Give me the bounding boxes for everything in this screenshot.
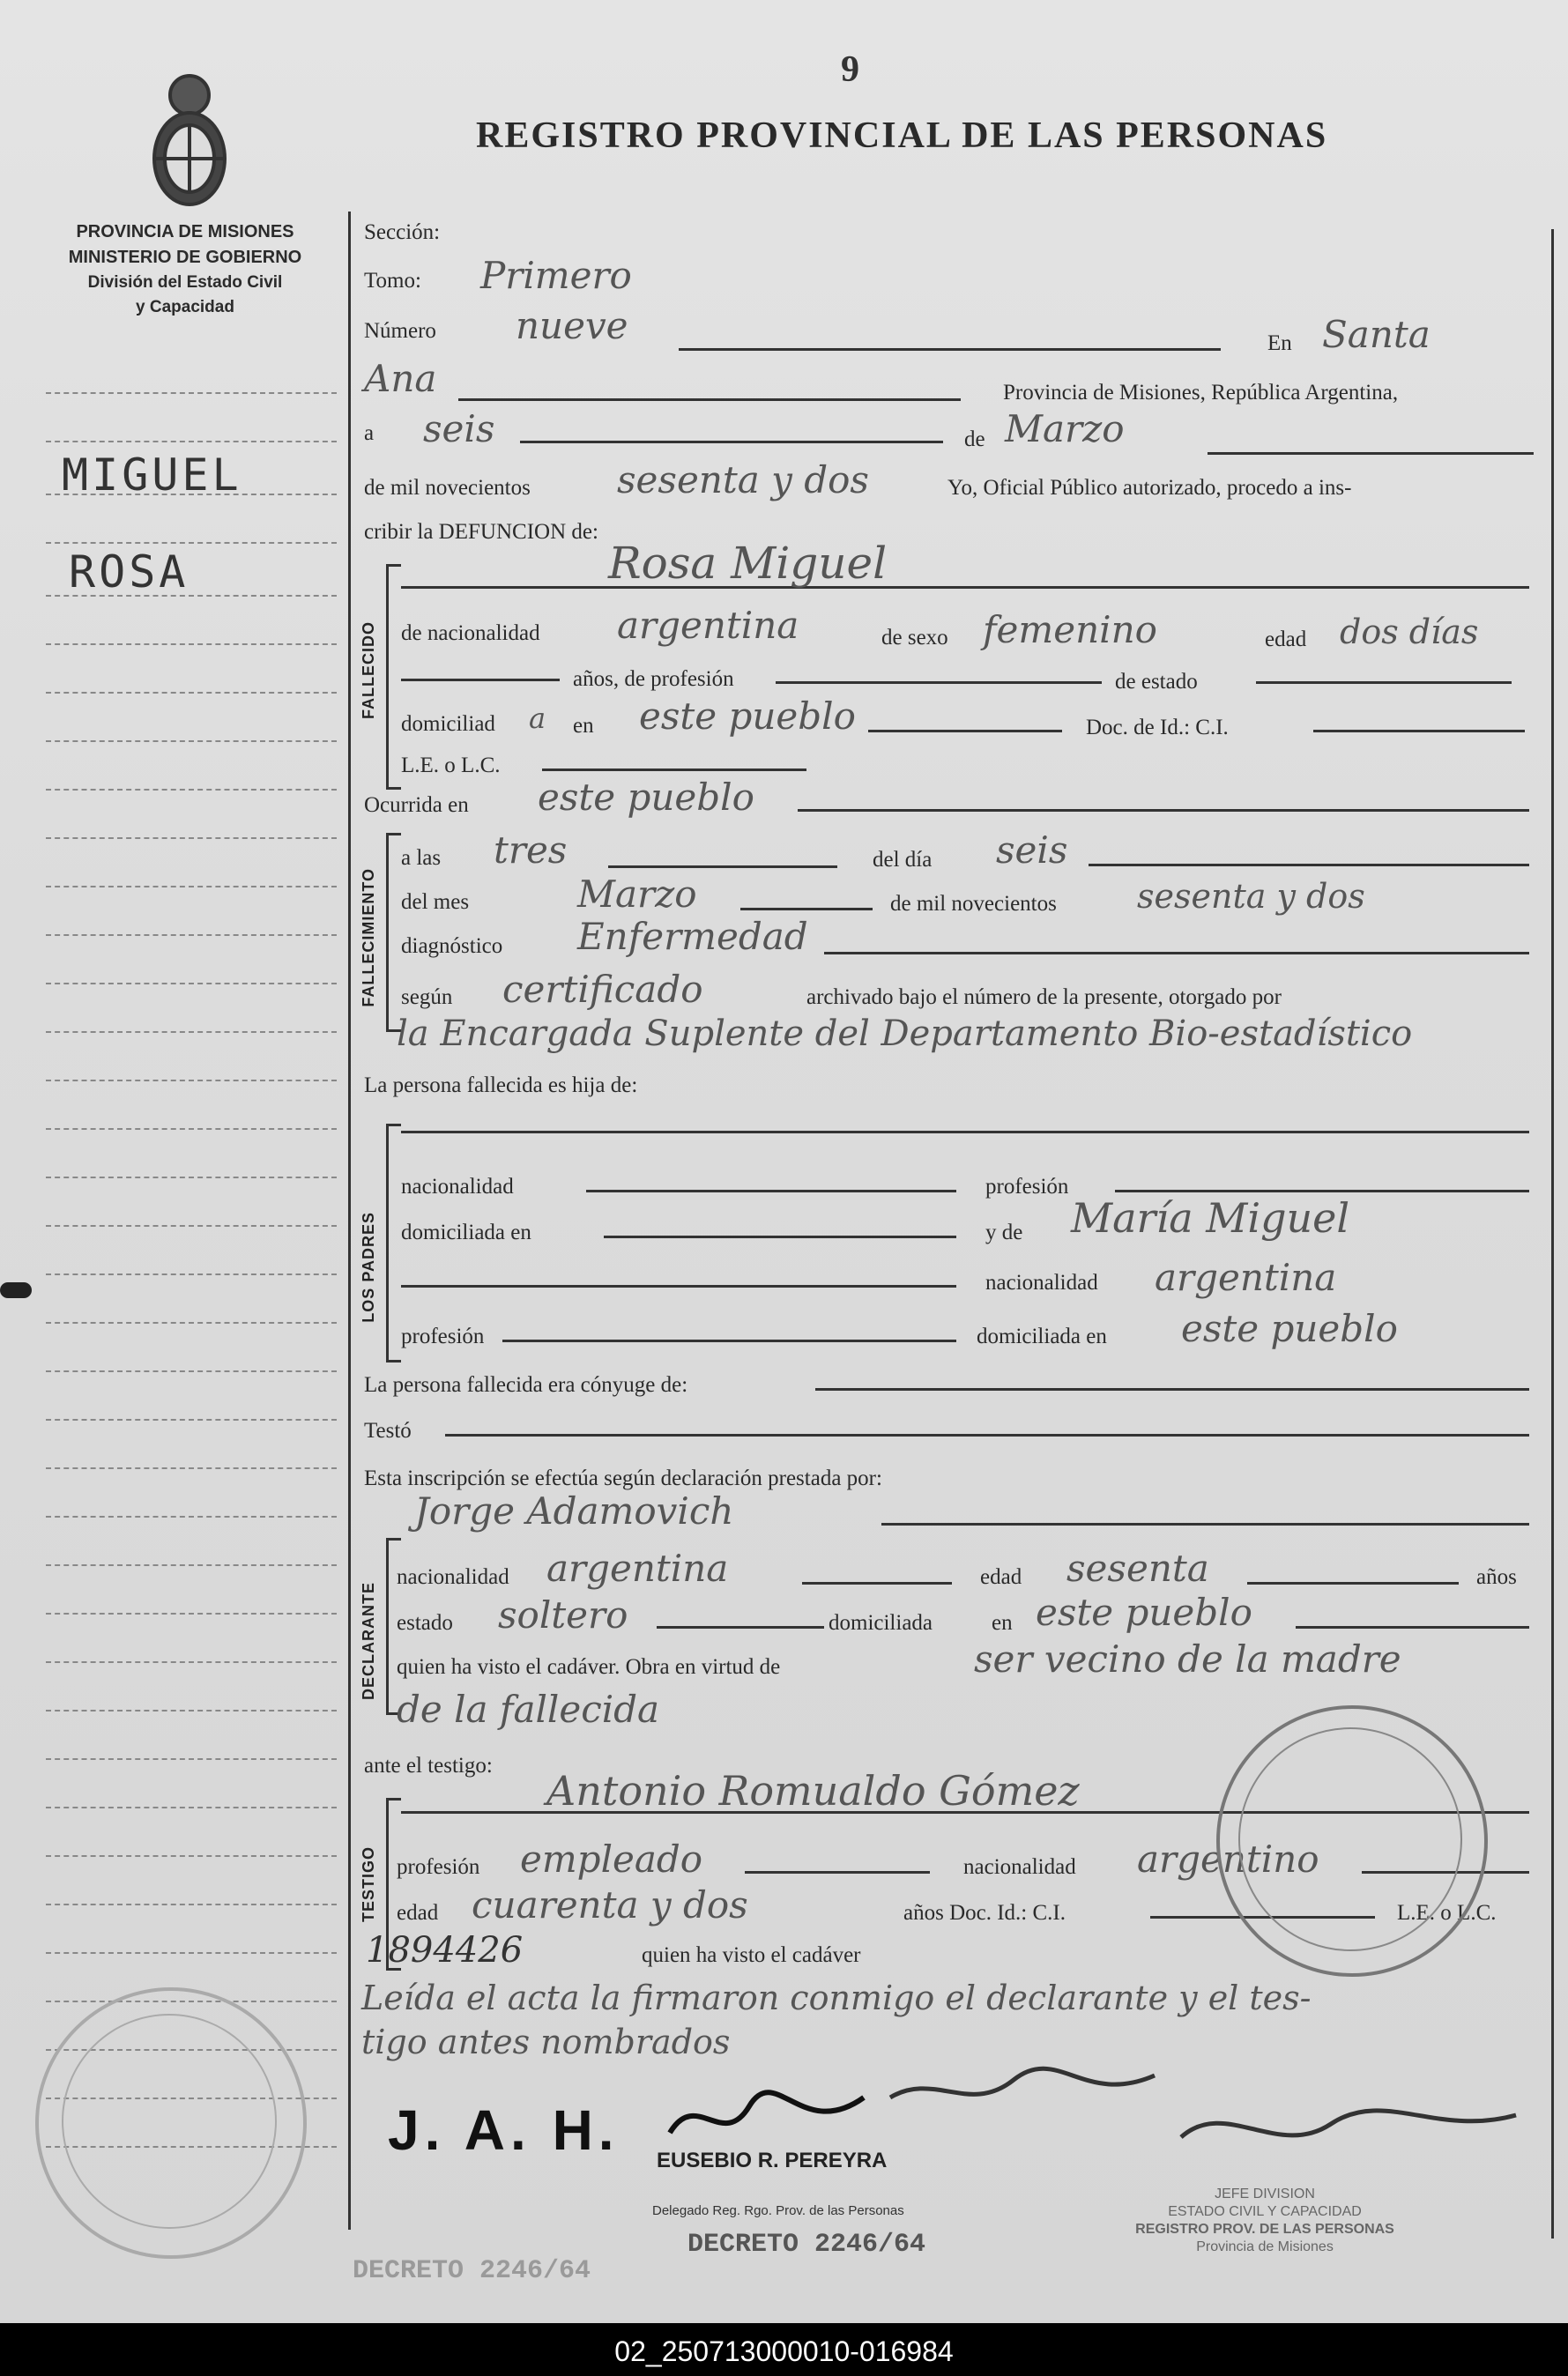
side-label-declarante: DECLARANTE (360, 1582, 377, 1700)
dia-fallecimiento-line (1089, 864, 1529, 866)
jefe-line-1: JEFE DIVISION (1215, 2187, 1315, 2202)
fallecido-nombre: Rosa Miguel (608, 538, 888, 589)
mes-line (1208, 452, 1534, 455)
padres-bracket (386, 1124, 401, 1362)
estado-label: de estado (1115, 670, 1198, 694)
madre-nacionalidad-label: nacionalidad (985, 1271, 1098, 1295)
mes-fallecimiento-line (740, 908, 873, 910)
declarante-estado-value: soltero (498, 1593, 628, 1637)
jefe-stamp (1106, 2186, 1423, 2256)
margin-surname: MIGUEL (62, 449, 242, 501)
edad-value: dos días (1340, 613, 1479, 651)
edad-label: edad (1265, 627, 1307, 651)
page-number: 9 (841, 49, 859, 90)
domicilio-line (868, 730, 1062, 732)
declarante-edad-value: sesenta (1066, 1547, 1209, 1590)
diagnostico-value: Enfermedad (577, 915, 808, 958)
domiciliad-suffix: a (529, 702, 546, 735)
doc-line (1313, 730, 1525, 732)
a-las-label: a las (401, 846, 442, 870)
testigo-quien-label: quien ha visto el cadáver (642, 1943, 861, 1967)
fallecido-bracket (386, 564, 401, 790)
right-edge-rule (1551, 229, 1554, 2239)
testigo-nombre-value: Antonio Romualdo Gómez (546, 1767, 1080, 1815)
decreto-stamp-faded: DECRETO 2246/64 (353, 2256, 591, 2286)
otorgado-por-value: la Encargada Suplente del Departamento Bio-estadístico (397, 1014, 1413, 1054)
padre-profesion-label: profesión (985, 1175, 1069, 1199)
side-label-testigo: TESTIGO (360, 1846, 377, 1923)
image-caption: 02_250713000010-016984 (614, 2335, 954, 2367)
mes-value: Marzo (1005, 407, 1125, 450)
nacionalidad-value: argentina (617, 604, 799, 647)
diagnostico-label: diagnóstico (401, 934, 503, 958)
left-column-rule (348, 212, 351, 2230)
hora-value: tres (494, 828, 568, 872)
domiciliad-en-label: en (573, 714, 594, 738)
testigo-anos-doc-label: años Doc. Id.: C.I. (903, 1901, 1066, 1925)
estado-line (1256, 681, 1512, 684)
doc-label: Doc. de Id.: C.I. (1086, 716, 1229, 739)
testigo-profesion-label: profesión (397, 1855, 480, 1879)
numero-value: nueve (516, 304, 628, 347)
declarante-domicilio-value: este pueblo (1036, 1591, 1252, 1634)
de-mil-label: de mil novecientos (364, 476, 531, 500)
anos-profesion-label: años, de profesión (573, 667, 734, 691)
declarant-signature (881, 2053, 1163, 2133)
jefe-line-2: ESTADO CIVIL Y CAPACIDAD (1168, 2204, 1362, 2219)
obra-virtud-value-1: ser vecino de la madre (974, 1637, 1401, 1681)
cierre-line-1: Leída el acta la firmaron conmigo el declarante y el tes- (361, 1979, 1312, 2017)
padre-nombre-line (401, 1131, 1529, 1133)
declarante-edad-line (1247, 1582, 1459, 1585)
issuing-office (35, 222, 335, 317)
testigo-profesion-value: empleado (520, 1838, 703, 1881)
madre-nacionalidad-value: argentina (1155, 1256, 1337, 1299)
side-label-fallecimiento: FALLECIMIENTO (360, 868, 377, 1007)
anio-value: sesenta y dos (617, 458, 869, 501)
diagnostico-line (824, 952, 1529, 954)
margin-given-name: ROSA (69, 546, 189, 598)
testigo-ci-value: 1894426 (366, 1930, 524, 1971)
testigo-nacionalidad-label: nacionalidad (963, 1855, 1076, 1879)
lugar-line (458, 398, 961, 401)
coat-of-arms-emblem (141, 71, 238, 212)
fallecimiento-bracket (386, 833, 401, 1032)
registrar-name: EUSEBIO R. PEREYRA (657, 2149, 888, 2172)
declarante-domicilio-line (1296, 1626, 1529, 1629)
lugar-value-1: Santa (1322, 313, 1431, 356)
declarante-nombre-value: Jorge Adamovich (414, 1489, 734, 1533)
sexo-label: de sexo (881, 626, 948, 650)
yo-label: Yo, Oficial Público autorizado, procedo a ins- (947, 476, 1352, 500)
side-label-padres: LOS PADRES (360, 1212, 377, 1323)
profesion-line (776, 681, 1102, 684)
padre-extra-line (401, 1285, 956, 1288)
document-title: REGISTRO PROVINCIAL DE LAS PERSONAS (476, 115, 1328, 156)
tomo-value: Primero (480, 254, 632, 297)
ante-testigo-label: ante el testigo: (364, 1754, 493, 1778)
declarante-anos-label: años (1476, 1565, 1517, 1589)
inscripcion-label: Esta inscripción se efectúa según declaración prestada por: (364, 1466, 882, 1490)
padre-nacionalidad-line (586, 1190, 956, 1192)
obra-virtud-value-2: de la fallecida (397, 1688, 660, 1731)
de-mil-2-label: de mil novecientos (890, 892, 1057, 916)
office-capacity: y Capacidad (136, 298, 234, 316)
testo-label: Testó (364, 1419, 412, 1443)
archivado-label: archivado bajo el número de la presente, otorgado por (806, 985, 1282, 1009)
declarante-estado-line (657, 1626, 824, 1629)
seccion-label: Sección: (364, 220, 441, 244)
anio-fallecimiento-value: sesenta y dos (1137, 877, 1365, 916)
nombre-line (401, 586, 1529, 589)
quien-visto-label: quien ha visto el cadáver. Obra en virtud de (397, 1655, 781, 1679)
cierre-line-2: tigo antes nombrados (361, 2023, 731, 2061)
numero-label: Número (364, 319, 436, 343)
madre-domiciliada-label: domiciliada en (977, 1325, 1107, 1348)
domiciliad-label: domiciliad (401, 712, 495, 736)
testigo-nacionalidad-value: argentino (1137, 1838, 1319, 1881)
dia-value: seis (423, 407, 495, 450)
binding-hole (0, 1282, 32, 1298)
madre-profesion-label: profesión (401, 1325, 485, 1348)
declarante-nacionalidad-label: nacionalidad (397, 1565, 509, 1589)
ocurrida-line (798, 809, 1529, 812)
le-line (542, 768, 806, 771)
declarante-nacionalidad-line (802, 1582, 952, 1585)
madre-profesion-line (502, 1340, 956, 1342)
cribir-label: cribir la DEFUNCION de: (364, 520, 598, 544)
declarante-nombre-line (881, 1523, 1529, 1526)
de-label: de (964, 427, 985, 451)
y-de-label: y de (985, 1221, 1023, 1244)
del-mes-label: del mes (401, 890, 470, 914)
numero-line (679, 348, 1221, 351)
tomo-label: Tomo: (364, 269, 421, 293)
mes-fallecimiento-value: Marzo (577, 872, 697, 916)
en-label: En (1267, 331, 1292, 355)
madre-nombre-value: María Miguel (1071, 1194, 1350, 1242)
declarante-estado-label: estado (397, 1611, 453, 1635)
madre-domicilio-value: este pueblo (1181, 1307, 1398, 1350)
testigo-le-label: L.E. o L.C. (1397, 1901, 1497, 1925)
dia-fallecimiento-value: seis (996, 828, 1068, 872)
le-label: L.E. o L.C. (401, 754, 501, 777)
declarante-domiciliada-label: domiciliada (829, 1611, 933, 1635)
padre-profesion-line (1115, 1190, 1529, 1192)
registrar-signature (661, 2080, 873, 2159)
jefe-line-3: REGISTRO PROV. DE LAS PERSONAS (1135, 2222, 1394, 2237)
declarante-en-label: en (992, 1611, 1013, 1635)
sexo-value: femenino (983, 608, 1157, 651)
conyuge-line (815, 1388, 1529, 1391)
domicilio-value: este pueblo (639, 694, 856, 738)
testo-line (445, 1434, 1529, 1437)
declarante-nacionalidad-value: argentina (546, 1547, 729, 1590)
initials-signature: J. A. H. (388, 2098, 620, 2162)
del-dia-label: del día (873, 848, 933, 872)
witness-signature (1172, 2089, 1525, 2168)
padre-domiciliada-line (604, 1236, 956, 1238)
hija-label: La persona fallecida es hija de: (364, 1073, 638, 1097)
registrar-role: Delegado Reg. Rgo. Prov. de las Personas (652, 2203, 904, 2218)
side-label-fallecido: FALLECIDO (360, 621, 377, 719)
office-ministry: MINISTERIO DE GOBIERNO (68, 248, 302, 267)
ocurrida-value: este pueblo (538, 776, 754, 819)
decreto-stamp: DECRETO 2246/64 (687, 2230, 926, 2260)
conyuge-label: La persona fallecida era cónyuge de: (364, 1373, 688, 1397)
segun-value: certificado (502, 968, 703, 1011)
ocurrida-label: Ocurrida en (364, 793, 469, 817)
padre-nacionalidad-label: nacionalidad (401, 1175, 514, 1199)
testigo-edad-label: edad (397, 1901, 439, 1925)
a-label: a (364, 421, 375, 445)
official-seal-left-inner (62, 2014, 277, 2229)
lugar-value-2: Ana (364, 357, 437, 400)
hora-line (608, 865, 837, 868)
testigo-edad-value: cuarenta y dos (472, 1883, 748, 1927)
office-province: PROVINCIA DE MISIONES (76, 222, 294, 241)
anos-line (401, 679, 560, 681)
segun-label: según (401, 985, 453, 1009)
office-division: División del Estado Civil (87, 273, 283, 292)
declarante-edad-label: edad (980, 1565, 1022, 1589)
jefe-line-4: Provincia de Misiones (1196, 2239, 1334, 2254)
padre-domiciliada-label: domiciliada en (401, 1221, 531, 1244)
testigo-profesion-line (745, 1871, 930, 1874)
official-seal-right-inner (1238, 1727, 1462, 1951)
nacionalidad-label: de nacionalidad (401, 621, 540, 645)
provincia-label: Provincia de Misiones, República Argentina, (1003, 381, 1399, 405)
dia-line (520, 441, 943, 443)
